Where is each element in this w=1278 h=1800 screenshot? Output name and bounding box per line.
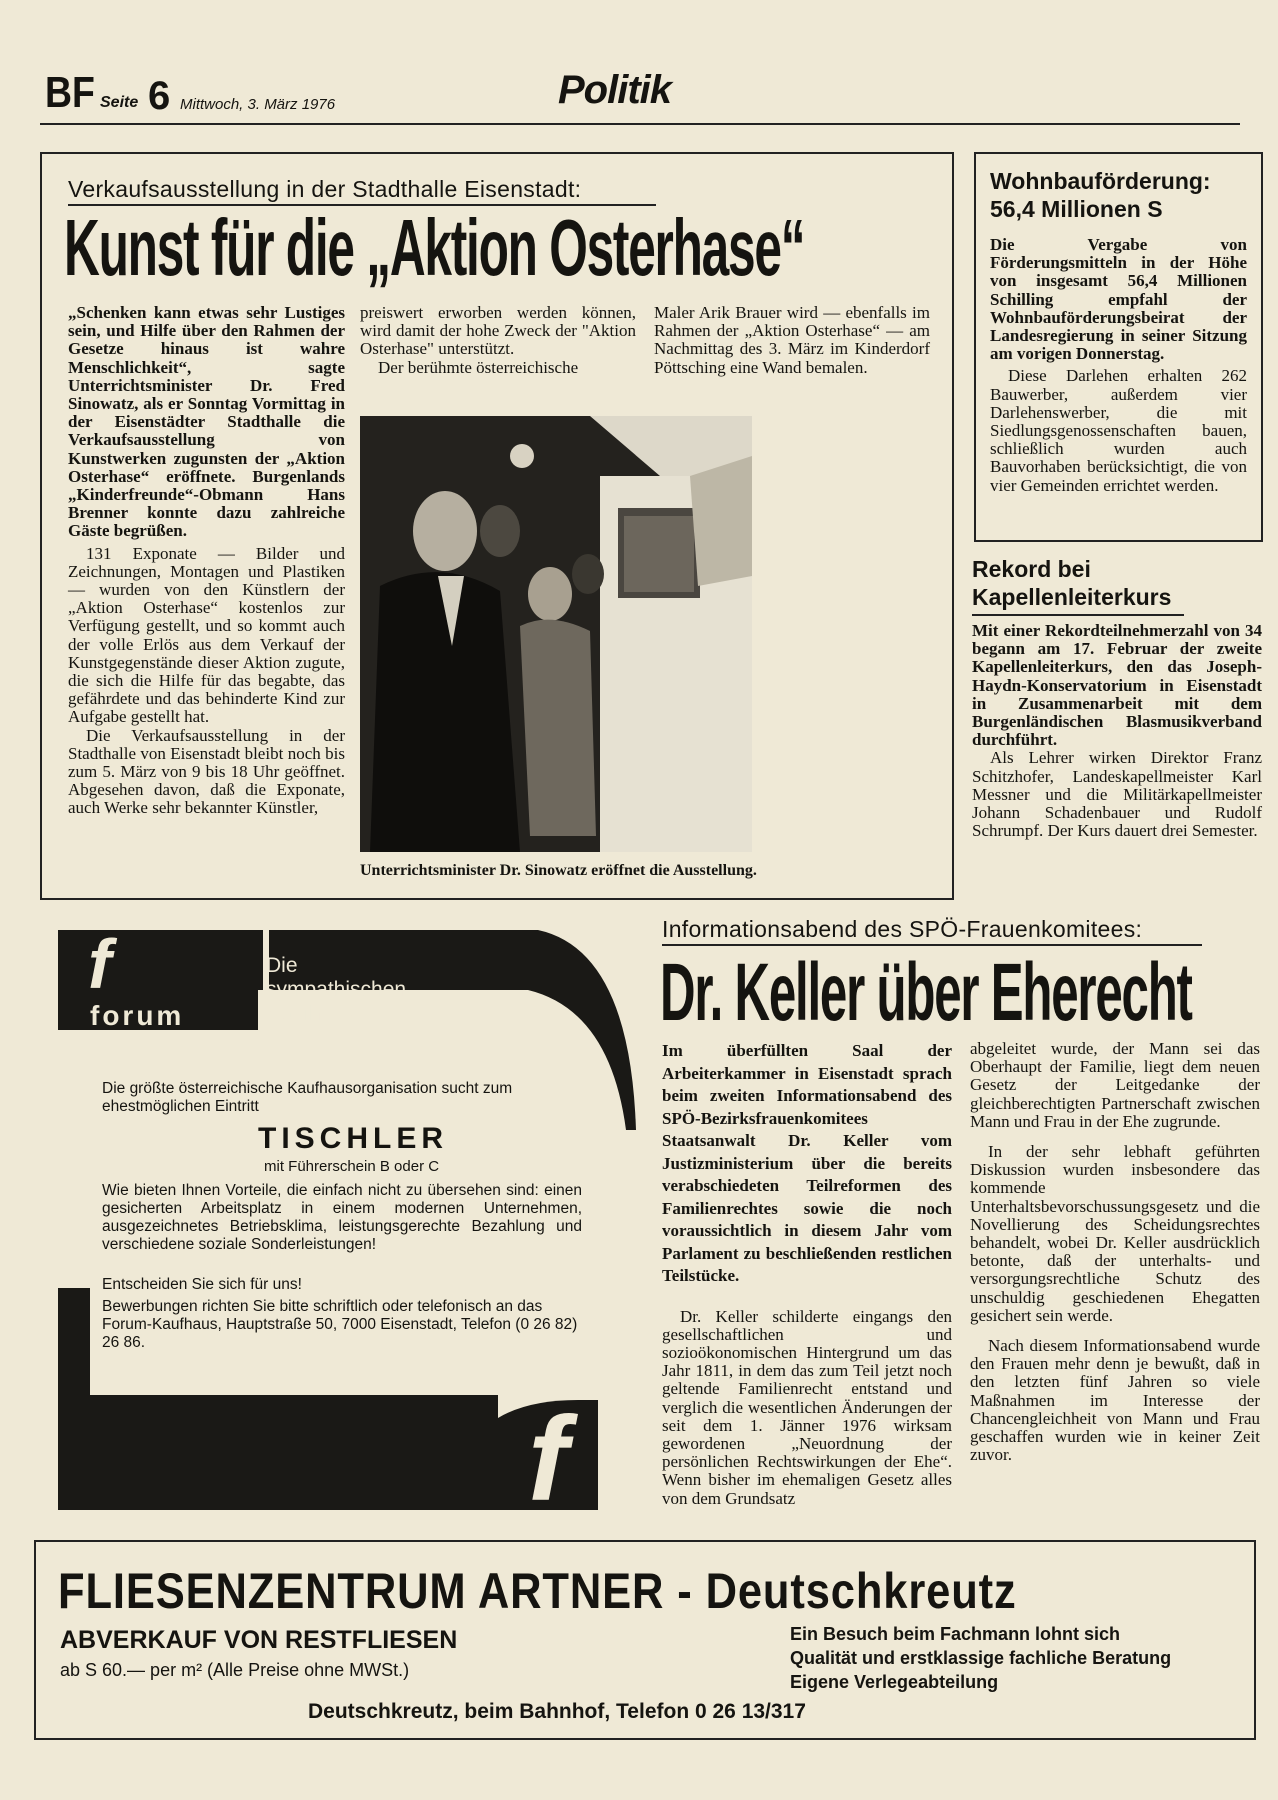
masthead-rule: [40, 123, 1240, 125]
forum-tagline-2: sympathischen: [266, 978, 407, 1001]
forum-cta: Entscheiden Sie sich für uns!: [102, 1276, 302, 1293]
forum-logo-f: f: [88, 925, 112, 1003]
keller-lead: Im überfüllten Saal der Arbeiterkammer in Eisenstadt sprach beim zweiten Informationsabend des SPÖ-Bezirksfrauenkomitees Staatsanwalt Dr. Keller vom Justizministerium über die bereits verabschiedeten Teilreformen des Familienrechtes sowie die noch voraussichtlich in diesem Jahr vom Parlament zu beschließenden restlichen Teilstücke.: [662, 1041, 952, 1285]
forum-logo: forum: [90, 1000, 185, 1031]
lead-column-1: [68, 304, 345, 818]
lead-para-3: Die Verkaufsausstellung in der Stadthalle von Eisenstadt bleibt noch bis zum 5. März von 9 bis 18 Uhr geöffnet. Abgesehen davon, daß die Exponate, auch Werke sehr bekannter Künstler,: [68, 725, 345, 818]
forum-logo-f-bottom: f: [528, 1392, 568, 1526]
page-number: 6: [148, 74, 171, 118]
forum-tagline-3: Kaufhäuser: [266, 1002, 374, 1025]
kapellen-body: [972, 622, 1262, 840]
lead-column-3: [654, 304, 930, 377]
section-title: Politik: [558, 68, 672, 112]
wohnbau-text: Diese Darlehen erhalten 262 Bauwerber, außerdem vier Darlehenswerber, die mit Siedlungsgenossenschaften bauen, schließlich wurden auch Bauvorhaben berücksichtigt, die von vier Gemeinden errichtet werden.: [990, 366, 1247, 495]
kapellen-headline-1: Rekord bei: [972, 556, 1091, 582]
wohnbau-lead: Die Vergabe von Förderungsmitteln in der Höhe von insgesamt 56,4 Millionen Schilling empfahl der Wohnbauförderungsbeirat der Landesregierung in seiner Sitzung am vorigen Donnerstag.: [990, 235, 1247, 364]
keller-p3: In der sehr lebhaft geführten Diskussion wurden insbesondere das kommende Unterhaltsbevorschussungsgesetz und die Novellierung des Scheidungsrechtes behandelt, wobei Dr. Keller ausdrücklich betonte, daß der unterhalts- und versorgungsrechtliche Schutz des unschuldig geschiedenen Ehegatten gesichert sein werde.: [970, 1142, 1260, 1325]
lead-para-2: 131 Exponate — Bilder und Zeichnungen, Montagen und Plastiken — wurden von den Künstlern der „Aktion Osterhase“ kostenlos zur Verfügung gestellt, und so kommt auch der volle Erlös aus dem Verkauf der Kunstgegenstände dieser Aktion zugute, die sich die Hilfe für das begabte, das gefährdete und das behinderte Kind zur Aufgabe gestellt hat.: [68, 543, 345, 727]
forum-offer: Wie bieten Ihnen Vorteile, die einfach nicht zu übersehen sind: einen gesicherten Arbeitsplatz in einem modernen Unternehmen, ausgezeichnetes Betriebsklima, leistungsgerechte Bezahlung und verschiedene soziale Sonderleistungen!: [102, 1182, 582, 1253]
lead-column-2: [360, 304, 636, 377]
lead-kicker: Verkaufsausstellung in der Stadthalle Eisenstadt:: [68, 176, 582, 202]
tile-footer: Deutschkreutz, beim Bahnhof, Telefon 0 26 13/317: [308, 1700, 806, 1723]
keller-column-2: [970, 1040, 1260, 1464]
tile-headline: FLIESENZENTRUM ARTNER - Deutschkreutz: [58, 1563, 1017, 1619]
lead-article: [40, 152, 954, 900]
wohnbau-body: [990, 236, 1247, 495]
masthead-date: Mittwoch, 3. März 1976: [180, 96, 336, 113]
photo-caption: Unterrichtsminister Dr. Sinowatz eröffnet die Ausstellung.: [360, 862, 757, 879]
keller-column-1: [662, 1040, 952, 1508]
keller-kicker: Informationsabend des SPÖ-Frauenkomitees:: [662, 916, 1143, 942]
keller-p1: Dr. Keller schilderte eingangs den gesellschaftlichen und sozioökonomischen Hintergrund um das Jahr 1811, in dem das zum Teil jetzt noch geltende Familienrecht entstand und verglich die wesentlichen Änderungen der seit dem 1. Jänner 1976 wirksam gewordenen „Neuordnung der persönlichen Rechtswirkungen der Ehe“. Wenn bisher im ehemaligen Gesetz alles von dem Grundsatz: [662, 1306, 952, 1508]
tile-right-1: Ein Besuch beim Fachmann lohnt sich: [790, 1624, 1121, 1644]
tile-right-2: Qualität und erstklassige fachliche Beratung: [790, 1648, 1172, 1668]
lead-col2-cont: Der berühmte österreichische: [378, 357, 579, 377]
kapellen-rule: [972, 614, 1184, 616]
forum-ad: [58, 925, 640, 1526]
keller-headline: Dr. Keller über Eherecht: [660, 947, 1192, 1038]
page-word: Seite: [100, 94, 139, 111]
forum-contact: Bewerbungen richten Sie bitte schriftlich oder telefonisch an das Forum-Kaufhaus, Hauptstraße 50, 7000 Eisenstadt, Telefon (0 26 82) 26 86.: [102, 1298, 578, 1351]
lead-headline: Kunst für die „Aktion Osterhase“: [64, 203, 805, 292]
kapellen-lead: Mit einer Rekordteilnehmerzahl von 34 begann am 17. Februar der zweite Kapellenleiterkurs, den das Joseph-Haydn-Konservatorium in Eisenstadt in Zusammenarbeit mit dem Burgenländischen Blasmusikverband durchführt.: [972, 621, 1262, 750]
forum-tagline-1: Die: [266, 954, 298, 977]
lead-col3-text: Maler Arik Brauer wird — ebenfalls im Rahmen der „Aktion Osterhase“ — am Nachmittag des 3. März im Kinderdorf Pöttsching eine Wand bemalen.: [654, 303, 930, 377]
wohnbau-headline-2: 56,4 Millionen S: [990, 196, 1163, 222]
side-article-kapellen: [970, 552, 1266, 902]
keller-article: [654, 912, 1266, 1532]
lead-intro: „Schenken kann etwas sehr Lustiges sein, und Hilfe über den Rahmen der Gesetze hinaus ist wahre Menschlichkeit“, sagte Unterrichtsminister Dr. Fred Sinowatz, als er Sonntag Vormittag in der Eisenstädter Stadthalle die Verkaufsausstellung von Kunstwerken zugunsten der „Aktion Osterhase“ eröffnete. Burgenlands „Kinderfreunde“-Obmann Hans Brenner konnte dazu zahlreiche Gäste begrüßen.: [68, 303, 345, 541]
tile-price: ab S 60.— per m² (Alle Preise ohne MWSt.): [60, 1660, 410, 1680]
forum-requirement: mit Führerschein B oder C: [264, 1158, 440, 1175]
kapellen-headline-2: Kapellenleiterkurs: [972, 584, 1172, 610]
tile-sub: ABVERKAUF VON RESTFLIESEN: [60, 1626, 458, 1654]
forum-intro: Die größte österreichische Kaufhausorganisation sucht zum ehestmöglichen Eintritt: [102, 1080, 513, 1115]
masthead-logo: BF: [45, 68, 95, 117]
tile-ad: [34, 1540, 1256, 1740]
forum-job: TISCHLER: [258, 1122, 448, 1155]
side-article-wohnbau: [974, 152, 1263, 542]
keller-p2: abgeleitet wurde, der Mann sei das Oberhaupt der Familie, liegt dem neuen Gesetz der Leitgedanke der gleichberechtigten Partnerschaft zwischen Mann und Frau in der Ehe zugrunde.: [970, 1039, 1260, 1131]
tile-right-3: Eigene Verlegeabteilung: [790, 1672, 999, 1692]
exhibition-photo: [360, 416, 752, 852]
lead-col2-text: preiswert erworben werden können, wird damit der hohe Zweck der "Aktion Osterhase" unterstützt.: [360, 303, 636, 359]
masthead: [40, 60, 1240, 130]
kapellen-text: Als Lehrer wirken Direktor Franz Schitzhofer, Landeskapellmeister Karl Messner und die Militärkapellmeister Johann Schadenbauer und Rudolf Schrumpf. Der Kurs dauert drei Semester.: [972, 748, 1262, 841]
wohnbau-headline-1: Wohnbauförderung:: [990, 168, 1211, 194]
keller-p4: Nach diesem Informationsabend wurde den Frauen mehr denn je bewußt, daß in den letzten fünf Jahren so viele Maßnahmen im Interesse der Chancengleichheit von Mann und Frau geschaffen wurden wie in keiner Zeit zuvor.: [970, 1336, 1260, 1465]
